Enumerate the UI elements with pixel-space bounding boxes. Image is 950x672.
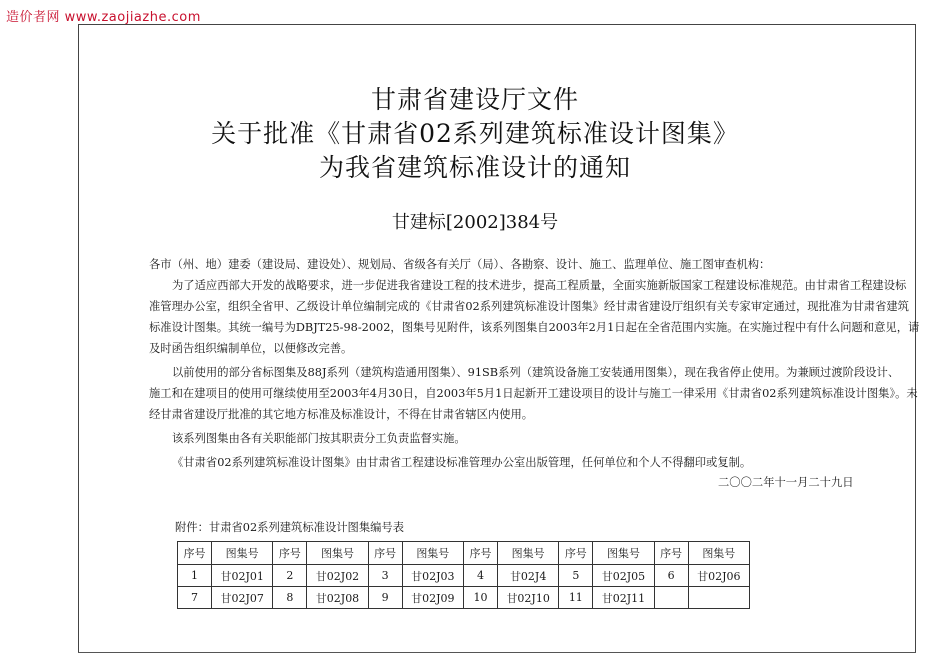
para1-line-3: 标准设计图集。其统一编号为DBJT25-98-2002，图集号见附件，该系列图集自2003年2月1日起在全省范围内实施。在实施过程中有什么问题和意见，请 — [149, 321, 920, 334]
table-cell: 10 — [463, 587, 497, 609]
para2-line-3: 经甘肃省建设厅批准的其它地方标准及标准设计，不得在甘肃省辖区内使用。 — [149, 408, 534, 421]
table-cell: 甘02J01 — [212, 565, 273, 587]
site-watermark: 造价者网 www.zaojiazhe.com — [6, 10, 201, 25]
table-cell — [654, 587, 688, 609]
table-cell: 甘02J03 — [402, 565, 463, 587]
header-cell: 序号 — [178, 542, 212, 565]
para2-line-1: 以前使用的部分省标图集及88J系列（建筑构造通用图集）、91SB系列（建筑设备施工安装通用图集），现在我省停止使用。为兼顾过渡阶段设计、 — [172, 366, 900, 379]
para3: 该系列图集由各有关职能部门按其职责分工负责监督实施。 — [172, 432, 466, 445]
annex-title: 附件：甘肃省02系列建筑标准设计图集编号表 — [175, 521, 405, 534]
doc-title-line-2: 关于批准《甘肃省02系列建筑标准设计图集》 — [211, 119, 739, 148]
table-row — [178, 587, 750, 609]
table-cell: 6 — [654, 565, 688, 587]
header-cell: 图集号 — [688, 542, 749, 565]
frame-bottom-line — [78, 652, 916, 653]
para2-line-2: 施工和在建项目的使用可继续使用至2003年4月30日，自2003年5月1日起新开工建设项目的设计与施工一律采用《甘肃省02系列建筑标准设计图集》。未 — [149, 387, 918, 400]
table-cell: 4 — [463, 565, 497, 587]
table-cell: 9 — [368, 587, 402, 609]
header-cell: 序号 — [654, 542, 688, 565]
table-cell: 甘02J4 — [497, 565, 558, 587]
table-cell: 甘02J06 — [688, 565, 749, 587]
table-cell: 5 — [559, 565, 593, 587]
header-cell: 序号 — [273, 542, 307, 565]
table-cell: 8 — [273, 587, 307, 609]
table-cell: 甘02J10 — [497, 587, 558, 609]
table-cell — [688, 587, 749, 609]
table-cell: 甘02J07 — [212, 587, 273, 609]
para1-line-2: 准管理办公室，组织全省甲、乙级设计单位编制完成的《甘肃省02系列建筑标准设计图集》经甘肃省建设厅组织有关专家审定通过，现批准为甘肃省建筑 — [149, 300, 909, 313]
header-cell: 序号 — [559, 542, 593, 565]
table-cell: 甘02J02 — [307, 565, 368, 587]
table-cell: 甘02J09 — [402, 587, 463, 609]
para4: 《甘肃省02系列建筑标准设计图集》由甘肃省工程建设标准管理办公室出版管理，任何单位和个人不得翻印或复制。 — [172, 456, 752, 469]
table-cell: 2 — [273, 565, 307, 587]
para1-line-4: 及时函告组织编制单位，以便修改完善。 — [149, 342, 353, 355]
document-number: 甘建标[2002]384号 — [391, 212, 559, 233]
table-cell: 甘02J11 — [593, 587, 654, 609]
table-cell: 甘02J05 — [593, 565, 654, 587]
doc-title-line-3: 为我省建筑标准设计的通知 — [318, 153, 631, 182]
header-cell: 序号 — [463, 542, 497, 565]
header-cell: 序号 — [368, 542, 402, 565]
header-cell: 图集号 — [402, 542, 463, 565]
para1-line-1: 为了适应西部大开发的战略要求，进一步促进我省建设工程的技术进步，提高工程质量，全面实施新版国家工程建设标准规范。由甘肃省工程建设标 — [172, 279, 907, 292]
table-cell: 7 — [178, 587, 212, 609]
table-cell: 1 — [178, 565, 212, 587]
table-cell: 11 — [559, 587, 593, 609]
header-cell: 图集号 — [212, 542, 273, 565]
header-cell: 图集号 — [497, 542, 558, 565]
doc-title-line-1: 甘肃省建设厅文件 — [370, 85, 579, 114]
issue-date: 二〇〇二年十一月二十九日 — [718, 476, 854, 489]
table-header-row — [178, 542, 750, 565]
atlas-code-table — [177, 541, 750, 609]
header-cell: 图集号 — [593, 542, 654, 565]
header-cell: 图集号 — [307, 542, 368, 565]
recipients-line: 各市（州、地）建委（建设局、建设处）、规划局、省级各有关厅（局）、各勘察、设计、施工、监理单位、施工图审查机构： — [149, 258, 771, 271]
table-cell: 甘02J08 — [307, 587, 368, 609]
table-row — [178, 565, 750, 587]
table-cell: 3 — [368, 565, 402, 587]
